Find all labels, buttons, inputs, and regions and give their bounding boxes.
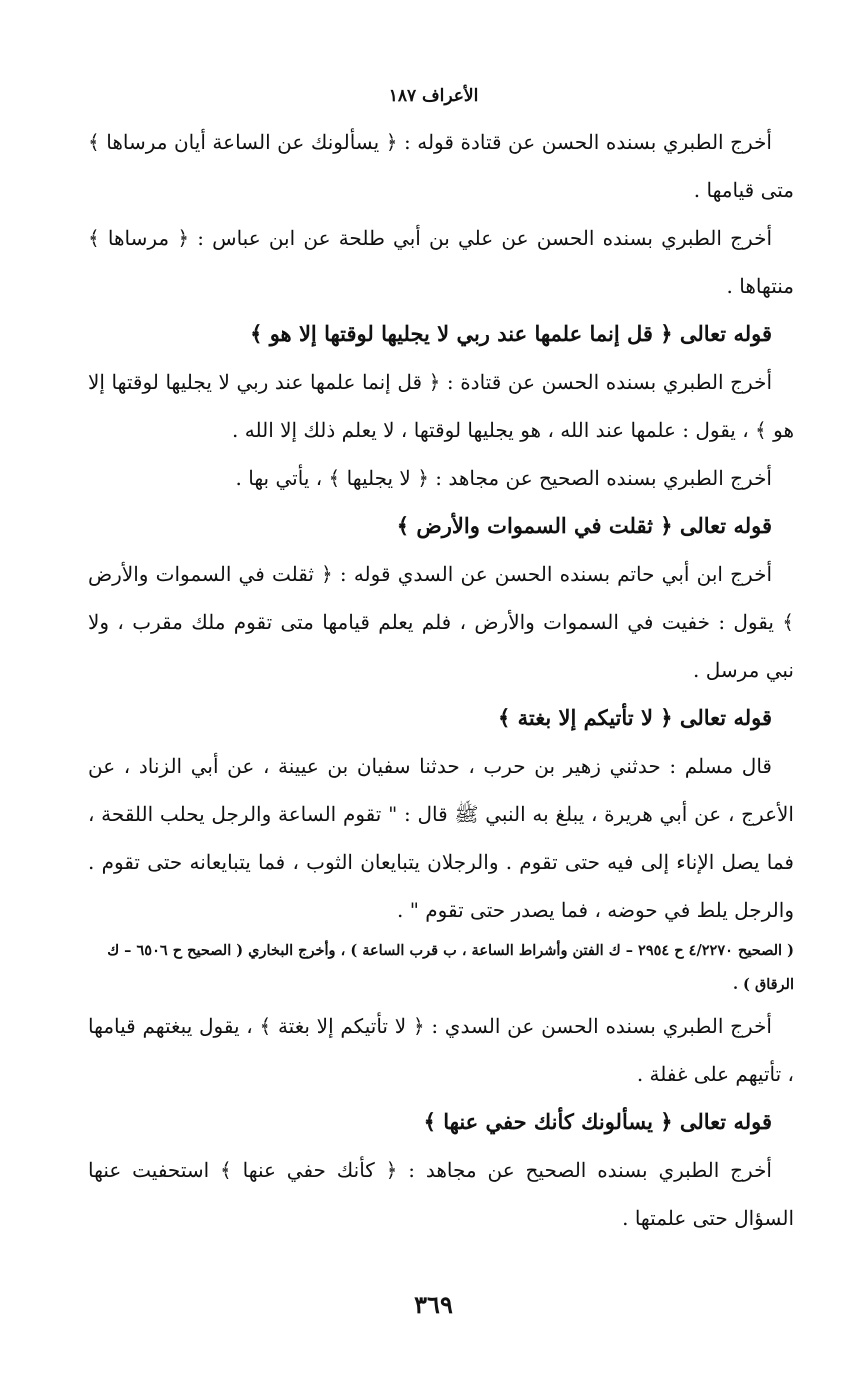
- paragraph-4: أخرج الطبري بسنده الصحيح عن مجاهد : ﴿ لا يجليها ﴾ ، يأتي بها .: [235, 466, 772, 490]
- reference-note: ( الصحيح ٤/٢٢٧٠ ح ٢٩٥٤ – ك الفتن وأشراط الساعة ، ب قرب الساعة ) ، وأخرج البخاري ( الصحيح ح ٦٥٠٦ – ك الرقاق ) .: [107, 942, 794, 993]
- paragraph-5: أخرج ابن أبي حاتم بسنده الحسن عن السدي قوله : ﴿ ثقلت في السموات والأرض ﴾ يقول : خفيت في السموات والأرض ، فلم يعلم قيامها متى تقوم ملك مقرب ، ولا نبي مرسل .: [88, 562, 794, 682]
- paragraph-2: أخرج الطبري بسنده الحسن عن علي بن أبي طلحة عن ابن عباس : ﴿ مرساها ﴾ منتهاها .: [88, 226, 794, 298]
- paragraph-3: أخرج الطبري بسنده الحسن عن قتادة : ﴿ قل إنما علمها عند ربي لا يجليها لوقتها إلا هو ﴾ ، يقول : علمها عند الله ، هو يجليها لوقتها ، لا يعلم ذلك إلا الله .: [88, 370, 794, 442]
- paragraph-8: أخرج الطبري بسنده الصحيح عن مجاهد : ﴿ كأنك حفي عنها ﴾ استحفيت عنها السؤال حتى علمتها .: [88, 1158, 794, 1230]
- running-header: الأعراف ١٨٧: [388, 86, 479, 106]
- section-heading-3: قوله تعالى ﴿ لا تأتيكم إلا بغتة ﴾: [498, 705, 772, 730]
- section-heading-4: قوله تعالى ﴿ يسألونك كأنك حفي عنها ﴾: [423, 1109, 772, 1134]
- page-body: [88, 118, 794, 1242]
- paragraph-1: أخرج الطبري بسنده الحسن عن قتادة قوله : ﴿ يسألونك عن الساعة أيان مرساها ﴾ متى قيامها .: [88, 130, 794, 202]
- section-heading-2: قوله تعالى ﴿ ثقلت في السموات والأرض ﴾: [396, 513, 772, 538]
- section-heading-1: قوله تعالى ﴿ قل إنما علمها عند ربي لا يجليها لوقتها إلا هو ﴾: [250, 321, 772, 346]
- paragraph-7: أخرج الطبري بسنده الحسن عن السدي : ﴿ لا تأتيكم إلا بغتة ﴾ ، يقول يبغتهم قيامها ، تأتيهم على غفلة .: [88, 1014, 794, 1086]
- paragraph-6: قال مسلم : حدثني زهير بن حرب ، حدثنا سفيان بن عيينة ، عن أبي الزناد ، عن الأعرج ، عن أبي هريرة ، يبلغ به النبي ﷺ قال : " تقوم الساعة والرجل يحلب اللقحة ، فما يصل الإناء إلى فيه حتى تقوم . والرجلان يتبايعان الثوب ، فما يتبايعانه حتى تقوم . والرجل يلط في حوضه ، فما يصدر حتى تقوم " .: [88, 754, 794, 922]
- page-number: ٣٦٩: [414, 1290, 453, 1319]
